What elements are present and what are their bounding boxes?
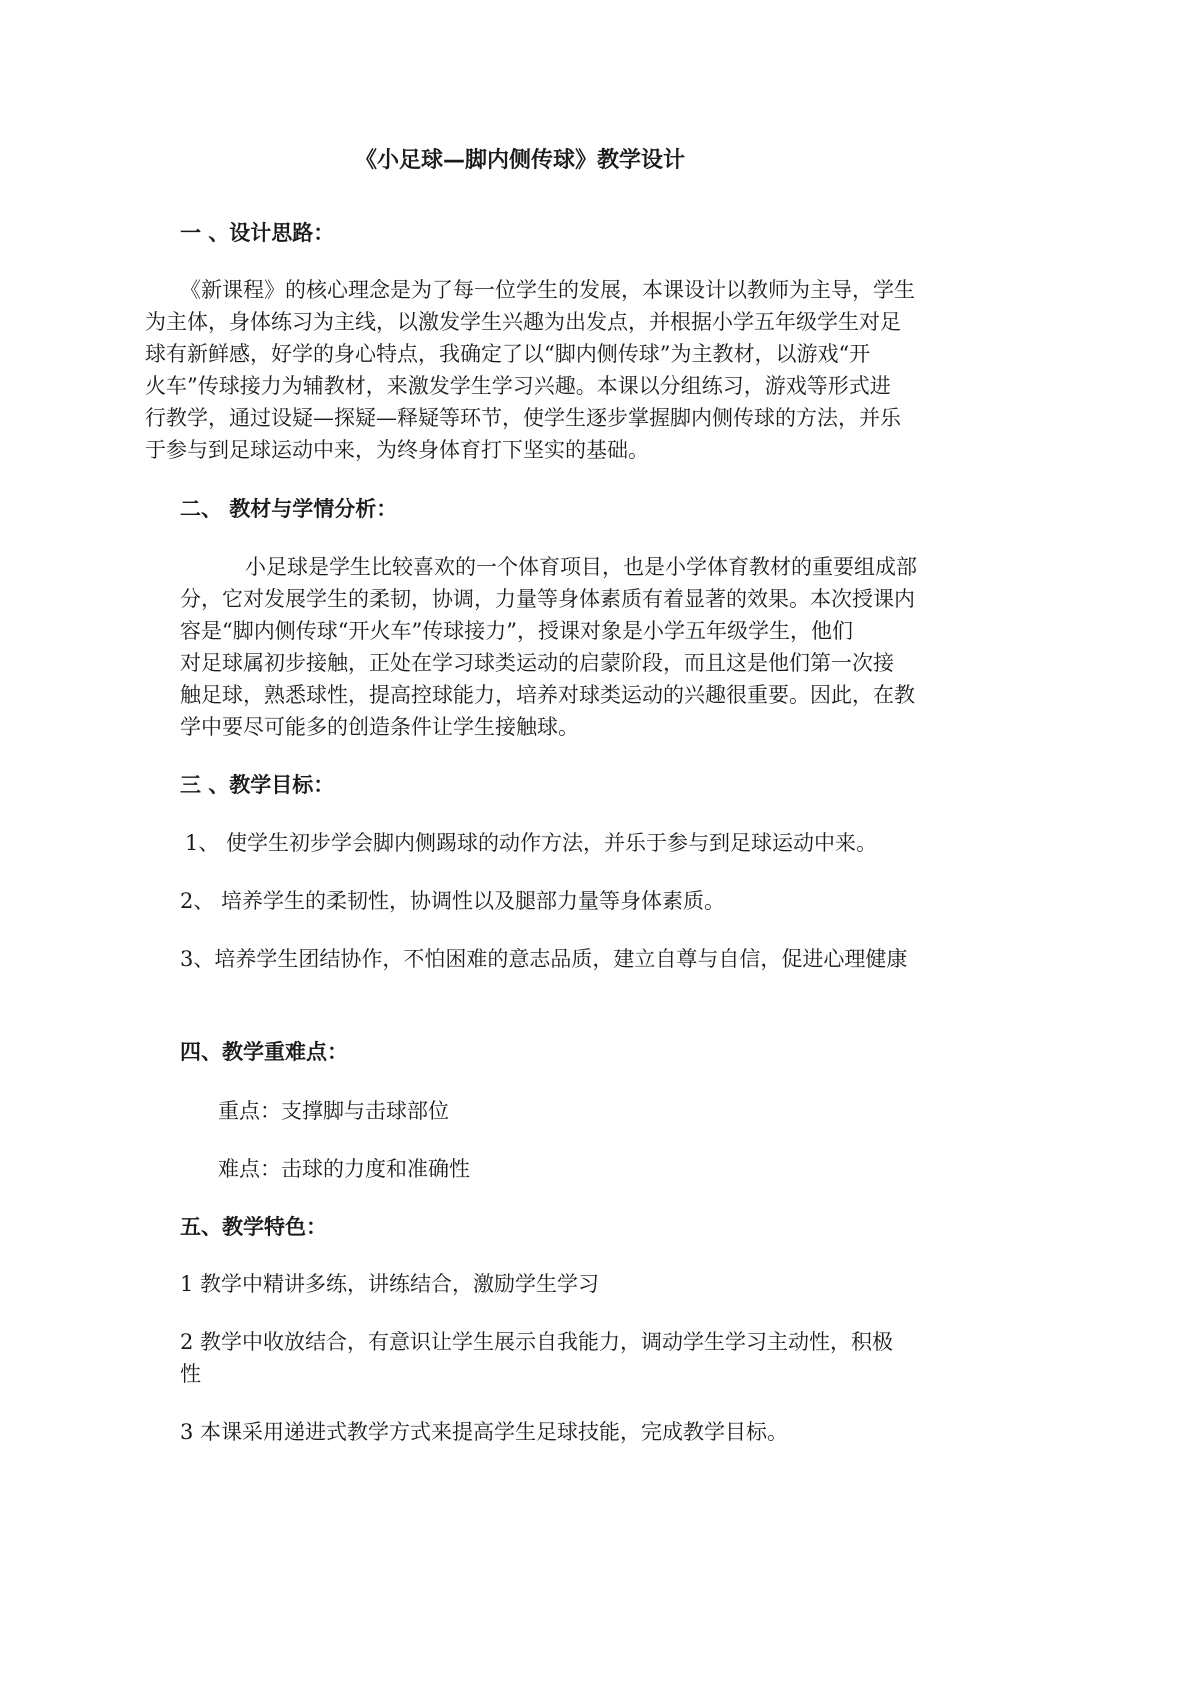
paragraph-line: 容是“脚内侧传球“开火车”传球接力”，授课对象是小学五年级学生，他们 <box>180 619 853 643</box>
paragraph-line: 小足球是学生比较喜欢的一个体育项目，也是小学体育教材的重要组成部 <box>245 555 917 579</box>
section-heading-key-difficult-points: 四、教学重难点： <box>180 1040 348 1064</box>
paragraph-line: 对足球属初步接触，正处在学习球类运动的启蒙阶段，而且这是他们第一次接 <box>180 651 894 675</box>
document-title: 《小足球—脚内侧传球》教学设计 <box>355 148 686 173</box>
paragraph-line: 于参与到足球运动中来，为终身体育打下坚实的基础。 <box>145 438 649 462</box>
paragraph-line: 分，它对发展学生的柔韧，协调，力量等身体素质有着显著的效果。本次授课内 <box>180 587 915 611</box>
section-heading-material-analysis: 二、 教材与学情分析： <box>180 497 398 521</box>
feature-item: 3 本课采用递进式教学方式来提高学生足球技能，完成教学目标。 <box>180 1420 789 1444</box>
difficult-point: 难点：击球的力度和准确性 <box>218 1157 470 1181</box>
paragraph-line: 球有新鲜感，好学的身心特点，我确定了以“脚内侧传球”为主教材，以游戏“开 <box>145 342 871 366</box>
paragraph-line: 行教学，通过设疑—探疑—释疑等环节，使学生逐步掌握脚内侧传球的方法，并乐 <box>145 406 901 430</box>
goal-item: 2、 培养学生的柔韧性，协调性以及腿部力量等身体素质。 <box>180 889 726 913</box>
paragraph-line: 火车”传球接力为辅教材，来激发学生学习兴趣。本课以分组练习，游戏等形式进 <box>145 374 891 398</box>
section-heading-teaching-goals: 三 、教学目标： <box>180 773 335 797</box>
goal-item: 3、培养学生团结协作，不怕困难的意志品质，建立自尊与自信，促进心理健康 <box>180 947 908 971</box>
paragraph-line: 学中要尽可能多的创造条件让学生接触球。 <box>180 715 579 739</box>
paragraph-line: 触足球，熟悉球性，提高控球能力，培养对球类运动的兴趣很重要。因此，在教 <box>180 683 915 707</box>
section-heading-teaching-features: 五、教学特色： <box>180 1215 327 1239</box>
feature-item-continuation: 性 <box>180 1362 201 1386</box>
section-heading-design-idea: 一 、设计思路： <box>180 221 335 245</box>
paragraph-line: 《新课程》的核心理念是为了每一位学生的发展，本课设计以教师为主导，学生 <box>180 278 915 302</box>
feature-item: 2 教学中收放结合，有意识让学生展示自我能力，调动学生学习主动性，积极 <box>180 1330 894 1354</box>
goal-item: 1、 使学生初步学会脚内侧踢球的动作方法，并乐于参与到足球运动中来。 <box>185 831 878 855</box>
paragraph-line: 为主体，身体练习为主线，以激发学生兴趣为出发点，并根据小学五年级学生对足 <box>145 310 901 334</box>
feature-item: 1 教学中精讲多练，讲练结合，激励学生学习 <box>180 1272 600 1296</box>
key-point: 重点：支撑脚与击球部位 <box>218 1099 449 1123</box>
